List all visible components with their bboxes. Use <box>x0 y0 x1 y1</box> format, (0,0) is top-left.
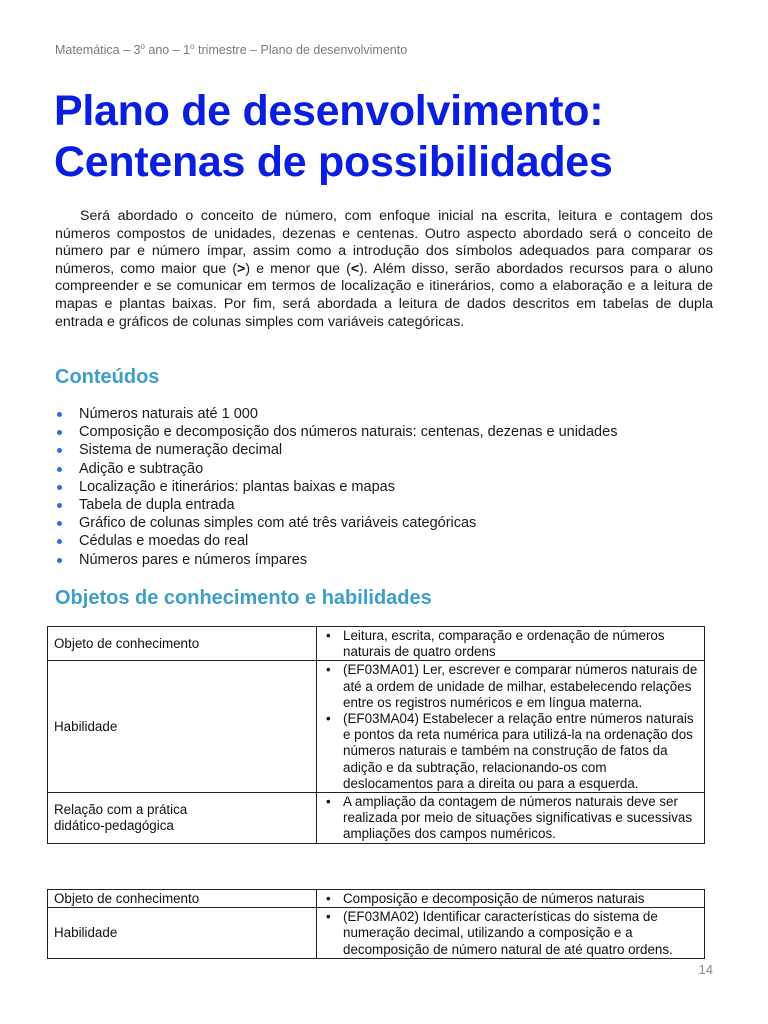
less-than-symbol: < <box>350 260 360 277</box>
bullet-item: • Leitura, escrita, comparação e ordenação de números naturais de quatro ordens <box>343 628 698 660</box>
ordinal-indicator: o <box>140 42 145 51</box>
running-header-part: ano – 1 <box>144 43 191 58</box>
row-label-line: Relação com a prática <box>54 802 188 818</box>
row-value <box>317 661 705 793</box>
table-row <box>48 908 705 959</box>
list-item: Números naturais até 1 000 <box>55 405 617 423</box>
row-value <box>317 793 705 844</box>
page-title <box>54 86 734 188</box>
skills-table-2 <box>47 889 705 959</box>
bullet-item: • (EF03MA01) Ler, escrever e comparar números naturais de até a ordem de unidade de milhar, estabelecendo relações entre os registros numéricos e em língua materna. <box>343 662 698 711</box>
intro-paragraph <box>55 208 713 331</box>
row-label: Habilidade <box>48 661 317 793</box>
list-item: Composição e decomposição dos números naturais: centenas, dezenas e unidades <box>55 423 617 441</box>
page-title-line2: Centenas de possibilidades <box>54 138 613 186</box>
page-title-line1: Plano de desenvolvimento: <box>54 87 604 135</box>
objetos-heading: Objetos de conhecimento e habilidades <box>55 587 432 609</box>
bullet-item: • (EF03MA04) Estabelecer a relação entre números naturais e pontos da reta numérica para utilizá-la na ordenação dos números naturais e também na construção de fatos da adição e da subtração, relacionando-os com deslocamentos para a direita ou para a esquerda. <box>343 711 698 792</box>
conteudos-list <box>55 405 617 569</box>
running-header-part: trimestre – Plano de desenvolvimento <box>194 43 408 58</box>
row-label: Objeto de conhecimento <box>48 627 317 661</box>
page-number: 14 <box>698 962 713 977</box>
intro-text: Será abordado o conceito de número, com enfoque inicial na escrita, leitura e contagem dos números compostos de unidades, dezenas e centenas. Outro aspecto abordado será o conceito de número par e número ímpar, assim como a introdução dos símbolos adequados para comparar os números, como maior que ( <box>55 208 713 277</box>
ordinal-indicator: o <box>190 42 195 51</box>
row-value <box>317 908 705 959</box>
table-row <box>48 627 705 661</box>
table-row <box>48 793 705 844</box>
row-label <box>48 793 317 844</box>
greater-than-symbol: > <box>237 260 246 277</box>
bullet-item: • (EF03MA02) Identificar características do sistema de numeração decimal, utilizando a composição e a decomposição de número natural de até quatro ordens. <box>343 909 698 958</box>
list-item: Números pares e números ímpares <box>55 551 617 569</box>
intro-text: ). Além disso, serão abordados recursos para o aluno compreender e se comunicar em termos de localização e itinerários, como a elaboração e a leitura de mapas e plantas baixas. Por fim, será abordada a leitura de dados descritos em tabelas de dupla entrada e gráficos de colunas simples com variáveis categóricas. <box>55 260 713 330</box>
table-row <box>48 890 705 908</box>
list-item: Gráfico de colunas simples com até três variáveis categóricas <box>55 514 617 532</box>
bullet-item: • Composição e decomposição de números naturais <box>343 891 698 907</box>
list-item: Adição e subtração <box>55 460 617 478</box>
row-label-line: didático-pedagógica <box>54 818 174 834</box>
list-item: Cédulas e moedas do real <box>55 532 617 550</box>
running-header-part: Matemática – 3 <box>55 43 141 58</box>
intro-text: ) e menor que ( <box>245 260 351 277</box>
skills-table-1 <box>47 626 705 844</box>
row-value <box>317 890 705 908</box>
conteudos-heading: Conteúdos <box>55 366 160 388</box>
list-item: Sistema de numeração decimal <box>55 441 617 459</box>
list-item: Localização e itinerários: plantas baixas e mapas <box>55 478 617 496</box>
list-item: Tabela de dupla entrada <box>55 496 617 514</box>
running-header <box>55 42 407 57</box>
row-label: Habilidade <box>48 908 317 959</box>
table-row <box>48 661 705 793</box>
bullet-item: • A ampliação da contagem de números naturais deve ser realizada por meio de situações significativas e sucessivas ampliações dos campos numéricos. <box>343 794 698 843</box>
row-label: Objeto de conhecimento <box>48 890 317 908</box>
row-value <box>317 627 705 661</box>
